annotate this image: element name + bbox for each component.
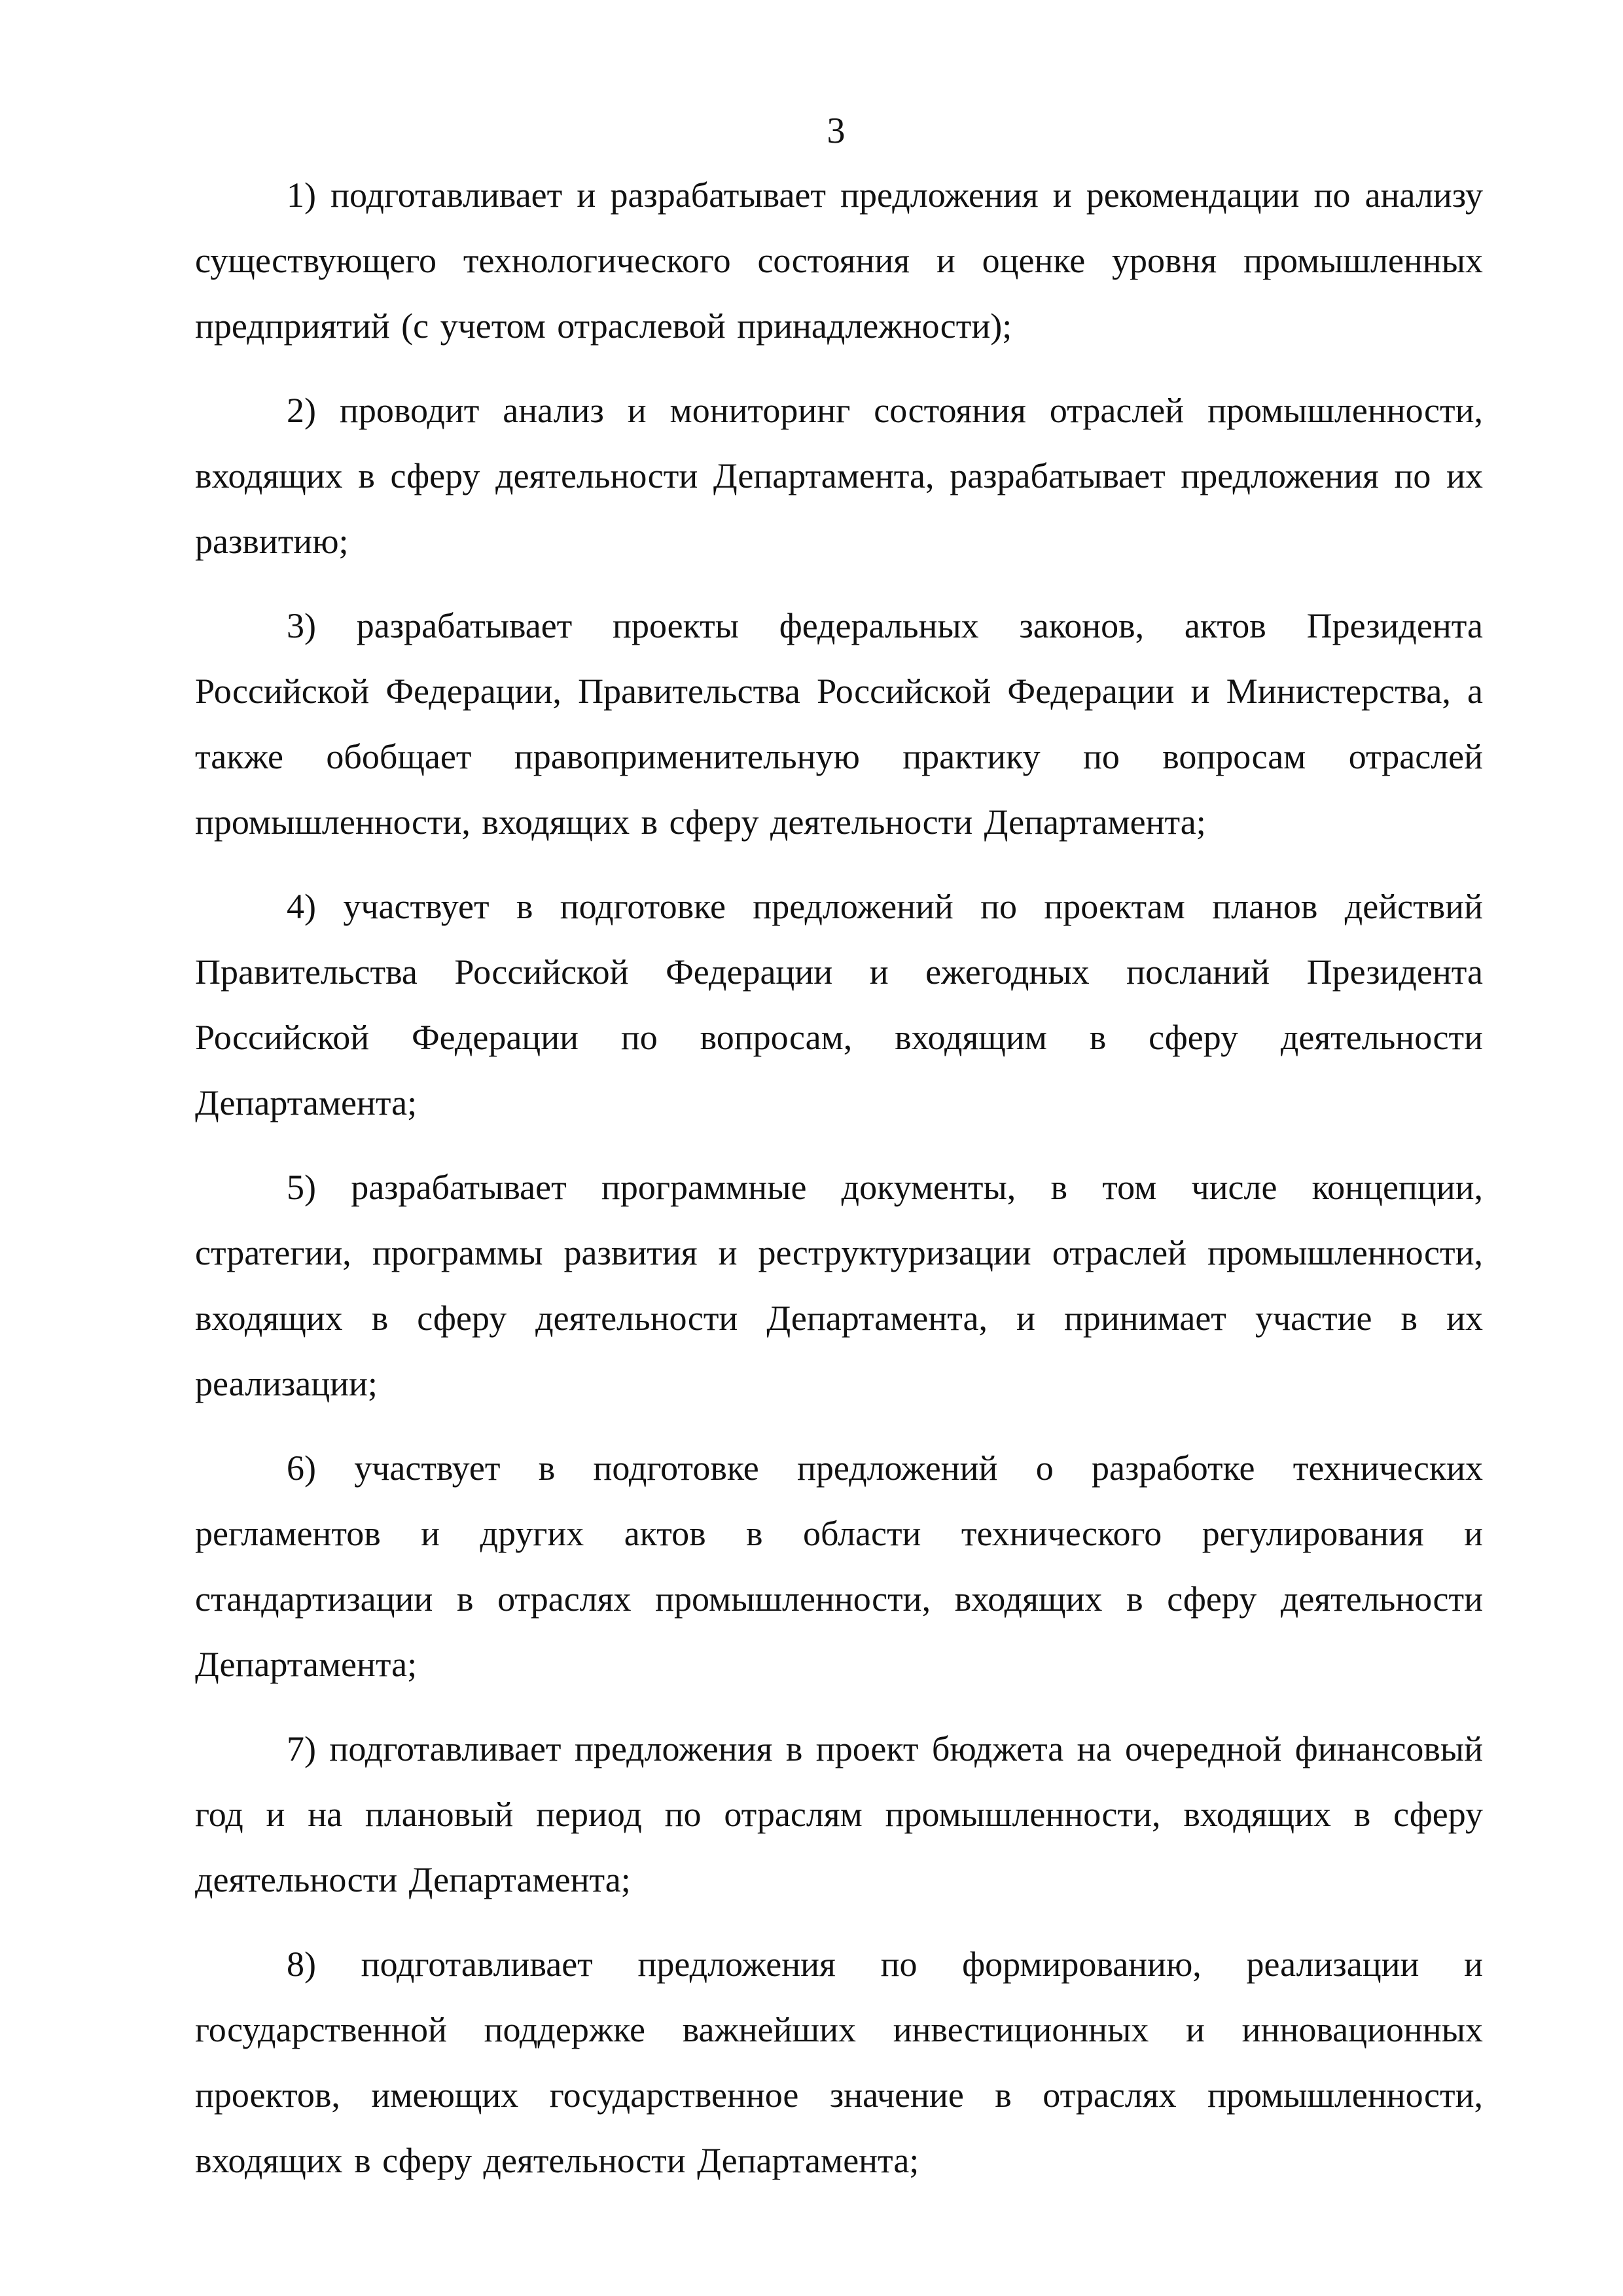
list-item-2: 2) проводит анализ и мониторинг состояния отраслей промышленности, входящих в сферу деятельности Департамента, разрабатывает предложения по их развитию; [195,391,1483,561]
list-item-1: 1) подготавливает и разрабатывает предложения и рекомендации по анализу существующего технологического состояния и оценке уровня промышленных предприятий (с учетом отраслевой принадлежности); [195,175,1483,346]
list-item-3: 3) разрабатывает проекты федеральных законов, актов Президента Российской Федерации, Правительства Российской Федерации и Министерства, а также обобщает правоприменительную практику по вопросам отраслей промышленности, входящих в сферу деятельности Департамента; [195,606,1483,842]
list-item-6: 6) участвует в подготовке предложений о разработке технических регламентов и других актов в области технического регулирования и стандартизации в отраслях промышленности, входящих в сферу деятельности Департамента; [195,1448,1483,1684]
document-body [195,162,1483,2212]
list-item-4: 4) участвует в подготовке предложений по проектам планов действий Правительства Российской Федерации и ежегодных посланий Президента Российской Федерации по вопросам, входящим в сферу деятельности Департамента; [195,887,1483,1122]
list-item-5: 5) разрабатывает программные документы, в том числе концепции, стратегии, программы развития и реструктуризации отраслей промышленности, входящих в сферу деятельности Департамента, и принимает участие в их реализации; [195,1168,1483,1403]
page-number: 3 [827,111,846,151]
list-item-7: 7) подготавливает предложения в проект бюджета на очередной финансовый год и на плановый период по отраслям промышленности, входящих в сферу деятельности Департамента; [195,1729,1483,1899]
list-item-8: 8) подготавливает предложения по формированию, реализации и государственной поддержке важнейших инвестиционных и инновационных проектов, имеющих государственное значение в отраслях промышленности, входящих в сферу деятельности Департамента; [195,1945,1483,2180]
